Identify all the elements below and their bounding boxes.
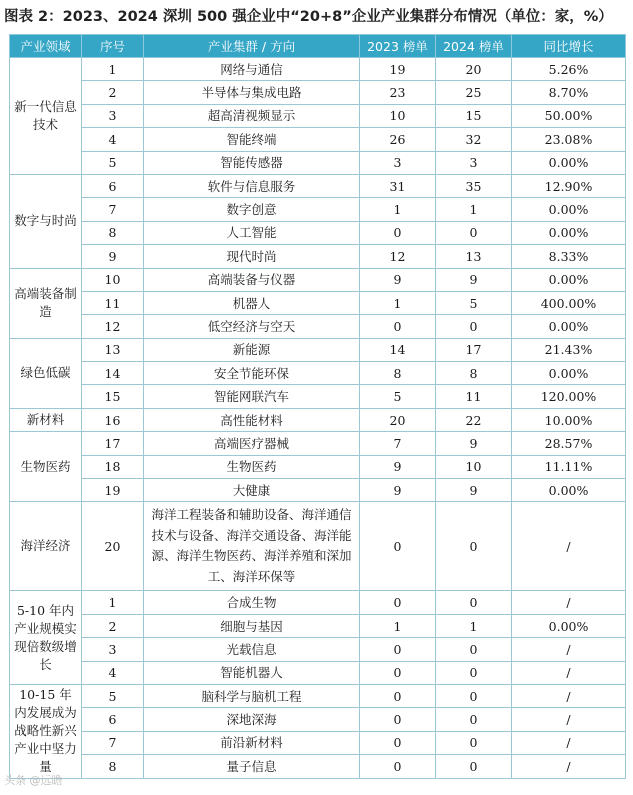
- value-2023-cell: 9: [360, 268, 436, 291]
- value-2024-cell: 9: [436, 432, 512, 455]
- growth-cell: 400.00%: [512, 291, 626, 314]
- cluster-cell: 细胞与基因: [144, 614, 360, 637]
- value-2024-cell: 13: [436, 245, 512, 268]
- growth-cell: 0.00%: [512, 198, 626, 221]
- value-2023-cell: 0: [360, 661, 436, 684]
- value-2024-cell: 5: [436, 291, 512, 314]
- growth-cell: /: [512, 502, 626, 591]
- cluster-cell: 半导体与集成电路: [144, 81, 360, 104]
- index-cell: 9: [82, 245, 144, 268]
- value-2023-cell: 0: [360, 591, 436, 614]
- growth-cell: 0.00%: [512, 151, 626, 174]
- table-title: 图表 2：2023、2024 深圳 500 强企业中“20+8”企业产业集群分布情况（单位：家，%）: [4, 9, 613, 25]
- index-cell: 1: [82, 58, 144, 81]
- cluster-cell: 智能传感器: [144, 151, 360, 174]
- header-2024: 2024 榜单: [436, 35, 512, 58]
- value-2023-cell: 20: [360, 408, 436, 431]
- value-2024-cell: 35: [436, 174, 512, 197]
- growth-cell: /: [512, 755, 626, 778]
- category-cell: 高端装备制造: [10, 268, 82, 338]
- value-2024-cell: 9: [436, 479, 512, 502]
- category-cell: 生物医药: [10, 432, 82, 502]
- value-2024-cell: 32: [436, 128, 512, 151]
- value-2023-cell: 0: [360, 684, 436, 707]
- index-cell: 19: [82, 479, 144, 502]
- value-2024-cell: 9: [436, 268, 512, 291]
- growth-cell: 0.00%: [512, 362, 626, 385]
- growth-cell: 28.57%: [512, 432, 626, 455]
- table-row: [10, 591, 626, 614]
- header-2023: 2023 榜单: [360, 35, 436, 58]
- growth-cell: 8.33%: [512, 245, 626, 268]
- growth-cell: /: [512, 638, 626, 661]
- growth-cell: 8.70%: [512, 81, 626, 104]
- table-row: [10, 362, 626, 385]
- value-2024-cell: 11: [436, 385, 512, 408]
- growth-cell: /: [512, 731, 626, 754]
- growth-cell: 21.43%: [512, 338, 626, 361]
- table-row: [10, 638, 626, 661]
- growth-cell: 120.00%: [512, 385, 626, 408]
- cluster-cell: 超高清视频显示: [144, 104, 360, 127]
- value-2023-cell: 0: [360, 731, 436, 754]
- header-field: 产业领域: [10, 35, 82, 58]
- value-2024-cell: 8: [436, 362, 512, 385]
- index-cell: 11: [82, 291, 144, 314]
- index-cell: 4: [82, 661, 144, 684]
- index-cell: 18: [82, 455, 144, 478]
- value-2024-cell: 0: [436, 708, 512, 731]
- cluster-cell: 网络与通信: [144, 58, 360, 81]
- cluster-cell: 新能源: [144, 338, 360, 361]
- value-2023-cell: 12: [360, 245, 436, 268]
- value-2023-cell: 0: [360, 221, 436, 244]
- table-row: [10, 104, 626, 127]
- value-2023-cell: 1: [360, 291, 436, 314]
- value-2023-cell: 10: [360, 104, 436, 127]
- value-2024-cell: 1: [436, 614, 512, 637]
- table-row: [10, 661, 626, 684]
- index-cell: 7: [82, 198, 144, 221]
- cluster-cell: 生物医药: [144, 455, 360, 478]
- table-row: [10, 198, 626, 221]
- cluster-cell: 智能终端: [144, 128, 360, 151]
- table-row: [10, 338, 626, 361]
- growth-cell: 11.11%: [512, 455, 626, 478]
- table-row: [10, 174, 626, 197]
- value-2023-cell: 31: [360, 174, 436, 197]
- value-2023-cell: 0: [360, 638, 436, 661]
- index-cell: 6: [82, 708, 144, 731]
- index-cell: 17: [82, 432, 144, 455]
- index-cell: 7: [82, 731, 144, 754]
- value-2024-cell: 0: [436, 661, 512, 684]
- value-2023-cell: 9: [360, 455, 436, 478]
- category-cell: 数字与时尚: [10, 174, 82, 268]
- cluster-cell: 前沿新材料: [144, 731, 360, 754]
- header-growth: 同比增长: [512, 35, 626, 58]
- table-row: [10, 221, 626, 244]
- table-row: [10, 408, 626, 431]
- table-row: [10, 291, 626, 314]
- value-2023-cell: 1: [360, 614, 436, 637]
- index-cell: 16: [82, 408, 144, 431]
- industry-cluster-table: [9, 34, 626, 779]
- value-2023-cell: 8: [360, 362, 436, 385]
- index-cell: 6: [82, 174, 144, 197]
- index-cell: 15: [82, 385, 144, 408]
- table-row: [10, 479, 626, 502]
- value-2023-cell: 0: [360, 315, 436, 338]
- value-2024-cell: 17: [436, 338, 512, 361]
- index-cell: 2: [82, 614, 144, 637]
- cluster-cell: 深地深海: [144, 708, 360, 731]
- growth-cell: /: [512, 708, 626, 731]
- value-2023-cell: 9: [360, 479, 436, 502]
- value-2024-cell: 1: [436, 198, 512, 221]
- index-cell: 13: [82, 338, 144, 361]
- index-cell: 8: [82, 221, 144, 244]
- table-row: [10, 432, 626, 455]
- cluster-cell: 合成生物: [144, 591, 360, 614]
- table-row: [10, 58, 626, 81]
- table-row: [10, 245, 626, 268]
- cluster-cell: 数字创意: [144, 198, 360, 221]
- value-2023-cell: 14: [360, 338, 436, 361]
- index-cell: 1: [82, 591, 144, 614]
- value-2023-cell: 19: [360, 58, 436, 81]
- watermark: 头条 @远瞻: [4, 774, 63, 787]
- value-2023-cell: 26: [360, 128, 436, 151]
- value-2024-cell: 22: [436, 408, 512, 431]
- category-cell: 新一代信息技术: [10, 58, 82, 175]
- value-2024-cell: 0: [436, 638, 512, 661]
- growth-cell: 23.08%: [512, 128, 626, 151]
- index-cell: 5: [82, 684, 144, 707]
- growth-cell: 12.90%: [512, 174, 626, 197]
- table-row: [10, 755, 626, 778]
- cluster-cell: 高性能材料: [144, 408, 360, 431]
- index-cell: 5: [82, 151, 144, 174]
- value-2023-cell: 0: [360, 708, 436, 731]
- cluster-cell: 大健康: [144, 479, 360, 502]
- table-row: [10, 385, 626, 408]
- table-row: [10, 731, 626, 754]
- growth-cell: /: [512, 684, 626, 707]
- value-2023-cell: 1: [360, 198, 436, 221]
- value-2024-cell: 0: [436, 731, 512, 754]
- cluster-cell: 智能机器人: [144, 661, 360, 684]
- category-cell: 海洋经济: [10, 502, 82, 591]
- cluster-cell: 高端医疗器械: [144, 432, 360, 455]
- index-cell: 2: [82, 81, 144, 104]
- value-2024-cell: 0: [436, 684, 512, 707]
- growth-cell: 0.00%: [512, 268, 626, 291]
- growth-cell: 0.00%: [512, 479, 626, 502]
- value-2024-cell: 3: [436, 151, 512, 174]
- table-row: [10, 614, 626, 637]
- table-row: [10, 268, 626, 291]
- index-cell: 3: [82, 104, 144, 127]
- cluster-cell: 低空经济与空天: [144, 315, 360, 338]
- table-row: [10, 684, 626, 707]
- table-row: [10, 315, 626, 338]
- table-row: [10, 502, 626, 591]
- cluster-cell: 量子信息: [144, 755, 360, 778]
- value-2024-cell: 20: [436, 58, 512, 81]
- header-cluster: 产业集群 / 方向: [144, 35, 360, 58]
- index-cell: 4: [82, 128, 144, 151]
- index-cell: 20: [82, 502, 144, 591]
- index-cell: 3: [82, 638, 144, 661]
- value-2023-cell: 3: [360, 151, 436, 174]
- growth-cell: /: [512, 591, 626, 614]
- value-2024-cell: 25: [436, 81, 512, 104]
- value-2024-cell: 0: [436, 502, 512, 591]
- value-2023-cell: 0: [360, 502, 436, 591]
- cluster-cell: 海洋工程装备和辅助设备、海洋通信技术与设备、海洋交通设备、海洋能源、海洋生物医药、海洋养殖和深加工、海洋环保等: [144, 502, 360, 591]
- cluster-cell: 脑科学与脑机工程: [144, 684, 360, 707]
- growth-cell: 50.00%: [512, 104, 626, 127]
- growth-cell: 5.26%: [512, 58, 626, 81]
- value-2024-cell: 15: [436, 104, 512, 127]
- cluster-cell: 人工智能: [144, 221, 360, 244]
- cluster-cell: 光载信息: [144, 638, 360, 661]
- value-2024-cell: 10: [436, 455, 512, 478]
- growth-cell: 0.00%: [512, 614, 626, 637]
- table-row: [10, 128, 626, 151]
- value-2023-cell: 7: [360, 432, 436, 455]
- value-2023-cell: 0: [360, 755, 436, 778]
- value-2024-cell: 0: [436, 315, 512, 338]
- index-cell: 14: [82, 362, 144, 385]
- header-index: 序号: [82, 35, 144, 58]
- cluster-cell: 安全节能环保: [144, 362, 360, 385]
- index-cell: 12: [82, 315, 144, 338]
- value-2023-cell: 5: [360, 385, 436, 408]
- header-row: [10, 35, 626, 58]
- category-cell: 绿色低碳: [10, 338, 82, 408]
- growth-cell: 0.00%: [512, 221, 626, 244]
- cluster-cell: 智能网联汽车: [144, 385, 360, 408]
- table-row: [10, 81, 626, 104]
- cluster-cell: 现代时尚: [144, 245, 360, 268]
- growth-cell: /: [512, 661, 626, 684]
- table-row: [10, 151, 626, 174]
- cluster-cell: 高端装备与仪器: [144, 268, 360, 291]
- category-cell: 10-15 年内发展成为战略性新兴产业中坚力量: [10, 684, 82, 778]
- table-row: [10, 708, 626, 731]
- index-cell: 10: [82, 268, 144, 291]
- growth-cell: 0.00%: [512, 315, 626, 338]
- category-cell: 新材料: [10, 408, 82, 431]
- cluster-cell: 软件与信息服务: [144, 174, 360, 197]
- value-2024-cell: 0: [436, 221, 512, 244]
- category-cell: 5-10 年内产业规模实现倍数级增长: [10, 591, 82, 685]
- index-cell: 8: [82, 755, 144, 778]
- value-2023-cell: 23: [360, 81, 436, 104]
- value-2024-cell: 0: [436, 755, 512, 778]
- cluster-cell: 机器人: [144, 291, 360, 314]
- value-2024-cell: 0: [436, 591, 512, 614]
- growth-cell: 10.00%: [512, 408, 626, 431]
- table-row: [10, 455, 626, 478]
